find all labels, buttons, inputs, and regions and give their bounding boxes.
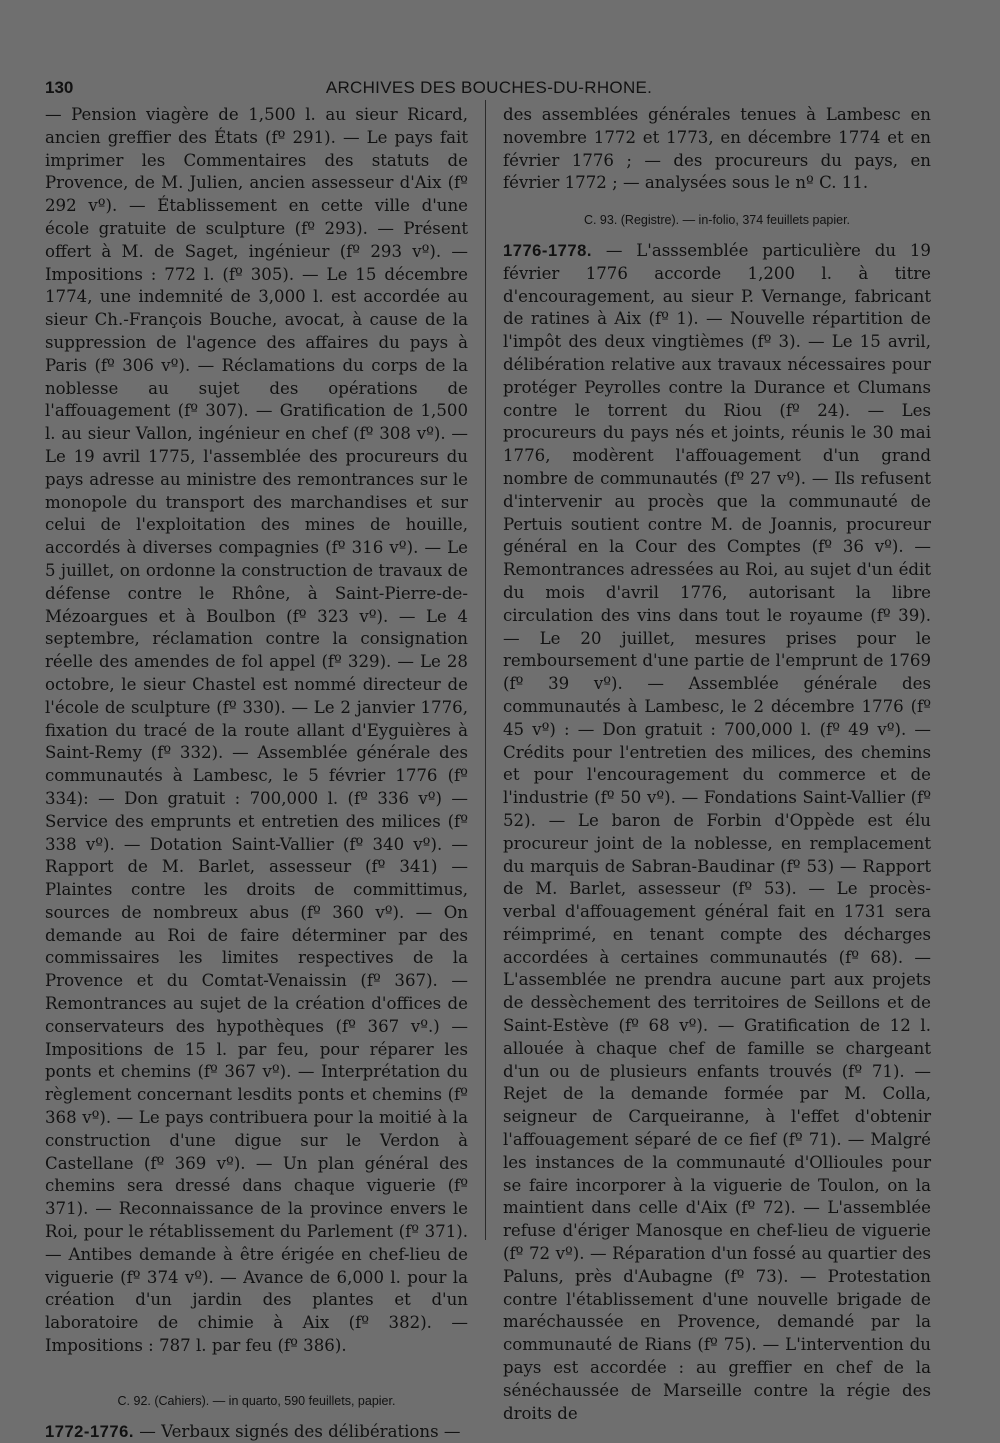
entry-years: 1776-1778. xyxy=(503,240,592,260)
entry-text: — L'asssemblée particulière du 19 février 1776 accorde 1,200 l. à titre d'encouragement, au sieur P. Vernange, fabricant de ratines à Aix (fº 1). — Nouvelle répartition de l'impôt des deux vingtièmes (fº 3). — Le 15 avril, délibération relative aux travaux nécessaires pour protéger Peyrolles contre la Durance et Clumans contre le torrent du Riou (fº 24). — Les procureurs du pays nés et joints, réunis le 30 mai 1776, modèrent l'affouagement d'un grand nombre de communautés (fº 27 vº). — Ils refusent d'intervenir au procès que la communauté de Pertuis soutient contre M. de Joannis, procureur général en la Cour des Comptes (fº 36 vº). — Remontrances adressées au Roi, au sujet d'un édit du mois d'avril 1776, autorisant la libre circulation des vins dans tout le royaume (fº 39). — Le 20 juillet, mesures prises pour le remboursement d'une partie de l'emprunt de 1769 (fº 39 vº). — Assemblée générale des communautés à Lambesc, le 2 décembre 1776 (fº 45 vº) : — Don gratuit : 700,000 l. (fº 49 vº). — Crédits pour l'entretien des milices, des chemins et pour l'encouragement du commerce et de l'industrie (fº 50 vº). — Fondations Saint-Vallier (fº 52). — Le baron de Forbin d'Oppède est élu procureur joint de la noblesse, en remplacement du marquis de Sabran-Baudinar (fº 53) — Rapport de M. Barlet, assesseur (fº 53). — Le procès-verbal d'affouagement général fait en 1731 sera réimprimé, en tenant compte des décharges accordées à certaines communautés (fº 68). — L'assemblée ne prendra aucune part aux projets de dessèchement des territoires de Seillons et de Saint-Estève (fº 68 vº). — Gratification de 12 l. allouée à chaque chef de famille se chargeant d'un ou de plusieurs enfants trouvés (fº 71). — Rejet de la demande formée par M. Colla, seigneur de Carqueiranne, à l'effet d'obtenir l'affouagement séparé de ce fief (fº 71). — Malgré les instances de la communauté d'Ollioules pour se faire incorporer à la viguerie de Toulon, on la maintient dans celle d'Aix (fº 72). — L'assemblée refuse d'ériger Manosque en chef-lieu de viguerie (fº 72 vº). — Réparation d'un fossé au quartier des Paluns, près d'Aubagne (fº 73). — Protestation contre l'établissement d'une nouvelle brigade de maréchaussée en Provence, demandé par la communauté de Rians (fº 75). — L'intervention du pays est accordée : au greffier en chef de la sénéchaussée de Marseille contre la régie des droits de xyxy=(503,240,931,1423)
entry-1772-1776 xyxy=(45,1421,468,1443)
running-header xyxy=(45,76,933,102)
right-paragraph-continuation: des assemblées générales tenues à Lambesc en novembre 1772 et 1773, en décembre 1774 et en février 1776 ; — des procureurs du pays, en février 1772 ; — analysées sous le nº C. 11. xyxy=(503,105,931,193)
spacer xyxy=(45,1358,468,1376)
right-column xyxy=(503,104,931,1425)
archive-reference-c92: C. 92. (Cahiers). — in quarto, 590 feuillets, papier. xyxy=(117,1393,396,1408)
column-divider xyxy=(485,100,486,1240)
archive-reference-c93: C. 93. (Registre). — in-folio, 374 feuillets papier. xyxy=(583,213,851,228)
entry-1776-1778 xyxy=(503,240,931,1425)
left-paragraph: — Pension viagère de 1,500 l. au sieur Ricard, ancien greffier des États (fº 291). — Le pays fait imprimer les Commentaires des statuts de Provence, de M. Julien, ancien assesseur d'Aix (fº 292 vº). — Établissement en cette ville d'une école gratuite de sculpture (fº 293). — Présent offert à M. de Saget, ingénieur (fº 293 vº). — Impositions : 772 l. (fº 305). — Le 15 décembre 1774, une indemnité de 3,000 l. est accordée au sieur Ch.-François Bouche, avocat, à cause de la suppression de l'agence des affaires du pays à Paris (fº 306 vº). — Réclamations du corps de la noblesse au sujet des opérations de l'affouagement (fº 307). — Gratification de 1,500 l. au sieur Vallon, ingénieur en chef (fº 308 vº). — Le 19 avril 1775, l'assemblée des procureurs du pays adresse au ministre des remontrances sur le monopole du transport des marchandises et sur celui de l'exploitation des mines de houille, accordés à diverses compagnies (fº 316 vº). — Le 5 juillet, on ordonne la construction de travaux de défense contre le Rhône, à Saint-Pierre-de-Mézoargues et à Boulbon (fº 323 vº). — Le 4 septembre, réclamation contre la consignation réelle des amendes de fol appel (fº 329). — Le 28 octobre, le sieur Chastel est nommé directeur de l'école de sculpture (fº 330). — Le 2 janvier 1776, fixation du tracé de la route allant d'Eyguières à Saint-Remy (fº 332). — Assemblée générale des communautés à Lambesc, le 5 février 1776 (fº 334): — Don gratuit : 700,000 l. (fº 336 vº) — Service des emprunts et entretien des milices (fº 338 vº). — Dotation Saint-Vallier (fº 340 vº). — Rapport de M. Barlet, assesseur (fº 341) — Plaintes contre les droits de committimus, sources de nombreux abus (fº 360 vº). — On demande au Roi de faire déterminer par des commissaires les limites respectives de la Provence et du Comtat-Venaissin (fº 367). — Remontrances au sujet de la création d'offices de conservateurs des hypothèques (fº 367 vº.) — Impositions de 15 l. par feu, pour réparer les ponts et chemins (fº 367 vº). — Interprétation du règlement concernant lesdits ponts et chemins (fº 368 vº). — Le pays contribuera pour la moitié à la construction d'une digue sur le Verdon à Castellane (fº 369 vº). — Un plan général des chemins sera dressé dans chaque viguerie (fº 371). — Reconnaissance de la province envers le Roi, pour le rétablissement du Parlement (fº 371). — Antibes demande à être érigée en chef-lieu de viguerie (fº 374 vº). — Avance de 6,000 l. pour la création d'un jardin des plantes et d'un laboratoire de chimie à Aix (fº 382). — Impositions : 787 l. par feu (fº 386). xyxy=(45,105,468,1356)
running-title: ARCHIVES DES BOUCHES-DU-RHONE. xyxy=(325,78,653,97)
entry-text: — Verbaux signés des délibérations — xyxy=(133,1421,461,1441)
left-column xyxy=(45,104,468,1443)
entry-years: 1772-1776. xyxy=(45,1421,134,1441)
page-number: 130 xyxy=(45,78,74,97)
